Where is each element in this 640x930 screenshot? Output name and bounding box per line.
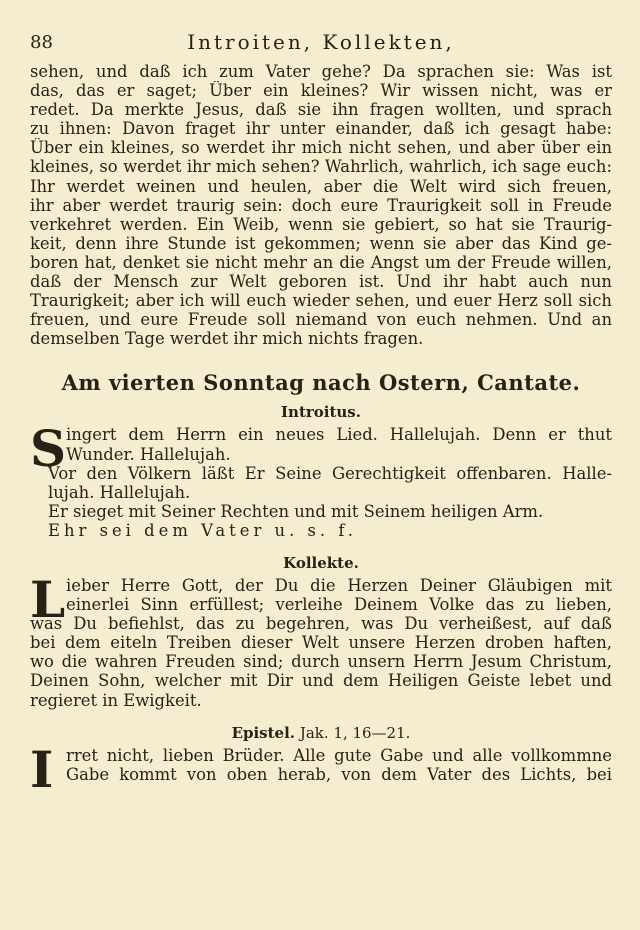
kollekte-text [30,569,612,710]
text-line: zu ihnen: Davon fraget ihr unter einander, daß ich gesagt habe: [30,119,612,139]
drop-cap: L [30,569,66,629]
text-line: sehen, und daß ich zum Vater gehe? Da sprachen sie: Was ist [30,62,612,81]
text-line: boren hat, denket sie nicht mehr an die Angst um der Freude willen, [30,252,612,272]
text-line: Traurigkeit; aber ich will euch wieder sehen, und euer Herz soll sich [30,291,612,311]
drop-cap: I [30,739,54,799]
epistel-heading [30,724,612,746]
page-number: 88 [30,32,53,53]
kollekte-heading: Kollekte. [283,553,359,572]
text-line: kleines, so werdet ihr mich sehen? Wahrlich, wahrlich, ich sage euch: [30,157,612,177]
text-line: ihr aber werdet traurig sein: doch eure Traurigkeit soll in Freude [30,195,612,215]
epistel-text [30,739,612,799]
drop-cap: S [30,419,67,479]
text-line: Über ein kleines, so werdet ihr mich nicht sehen, und aber über ein [30,138,612,158]
text-line: rret nicht, lieben Brüder. Alle gute Gabe und alle vollkommne [66,745,612,765]
page [30,28,612,799]
text-line: Deinen Sohn, welcher mit Dir und dem Heiligen Geiste lebet und [30,671,612,691]
text-line: ingert dem Herrn ein neues Lied. Hallelujah. Denn er thut [66,425,612,445]
text-line: bei dem eiteln Treiben dieser Welt unsere Herzen droben haften, [30,633,612,653]
text-line: verkehret werden. Ein Weib, wenn sie gebiert, so hat sie Traurig- [30,214,612,234]
text-line: daß der Mensch zur Welt geboren ist. Und ihr habt auch nun [30,272,612,292]
text-line: Vor den Völkern läßt Er Seine Gerechtigkeit offenbaren. Halle- [48,463,612,483]
text-line: das, das er saget; Über ein kleines? Wir wissen nicht, was er [30,81,612,101]
text-line: Ehr sei dem Vater u. s. f. [48,520,358,540]
introitus-text [30,419,612,540]
text-line: keit, denn ihre Stunde ist gekommen; wenn sie aber das Kind ge- [30,233,612,253]
text-line: was Du befiehlst, das zu begehren, was Du verheißest, auf daß [30,614,612,634]
epistel-reference: Jak. 1, 16—21. [299,723,411,742]
text-line: wo die wahren Freuden sind; durch unsern Herrn Jesum Christum, [30,652,612,672]
introitus-heading: Introitus. [281,403,361,422]
text-line: regieret in Ewigkeit. [30,690,202,710]
gospel-continued [30,62,612,348]
text-line: Er sieget mit Seiner Rechten und mit Seinem heiligen Arm. [48,501,544,521]
section-title: Am vierten Sonntag nach Ostern, Cantate. [61,370,581,396]
text-line: ieber Herre Gott, der Du die Herzen Deiner Gläubigen mit [66,575,612,595]
epistel-label: Epistel. [231,723,296,742]
text-line: redet. Da merkte Jesus, daß sie ihn fragen wollten, und sprach [30,100,612,120]
text-line: Ihr werdet weinen und heulen, aber die Welt wird sich freuen, [30,176,612,196]
running-title: Introiten, Kollekten, [187,30,455,54]
page-header [30,28,612,62]
text-line: lujah. Hallelujah. [48,482,191,502]
text-line: freuen, und eure Freude soll niemand von euch nehmen. Und an [30,310,612,330]
text-line: demselben Tage werdet ihr mich nichts fragen. [30,329,424,349]
text-line: Wunder. Hallelujah. [66,444,231,464]
text-line: Gabe kommt von oben herab, von dem Vater des Lichts, bei [66,764,612,784]
text-line: einerlei Sinn erfüllest; verleihe Deinem Volke das zu lieben, [66,595,612,615]
